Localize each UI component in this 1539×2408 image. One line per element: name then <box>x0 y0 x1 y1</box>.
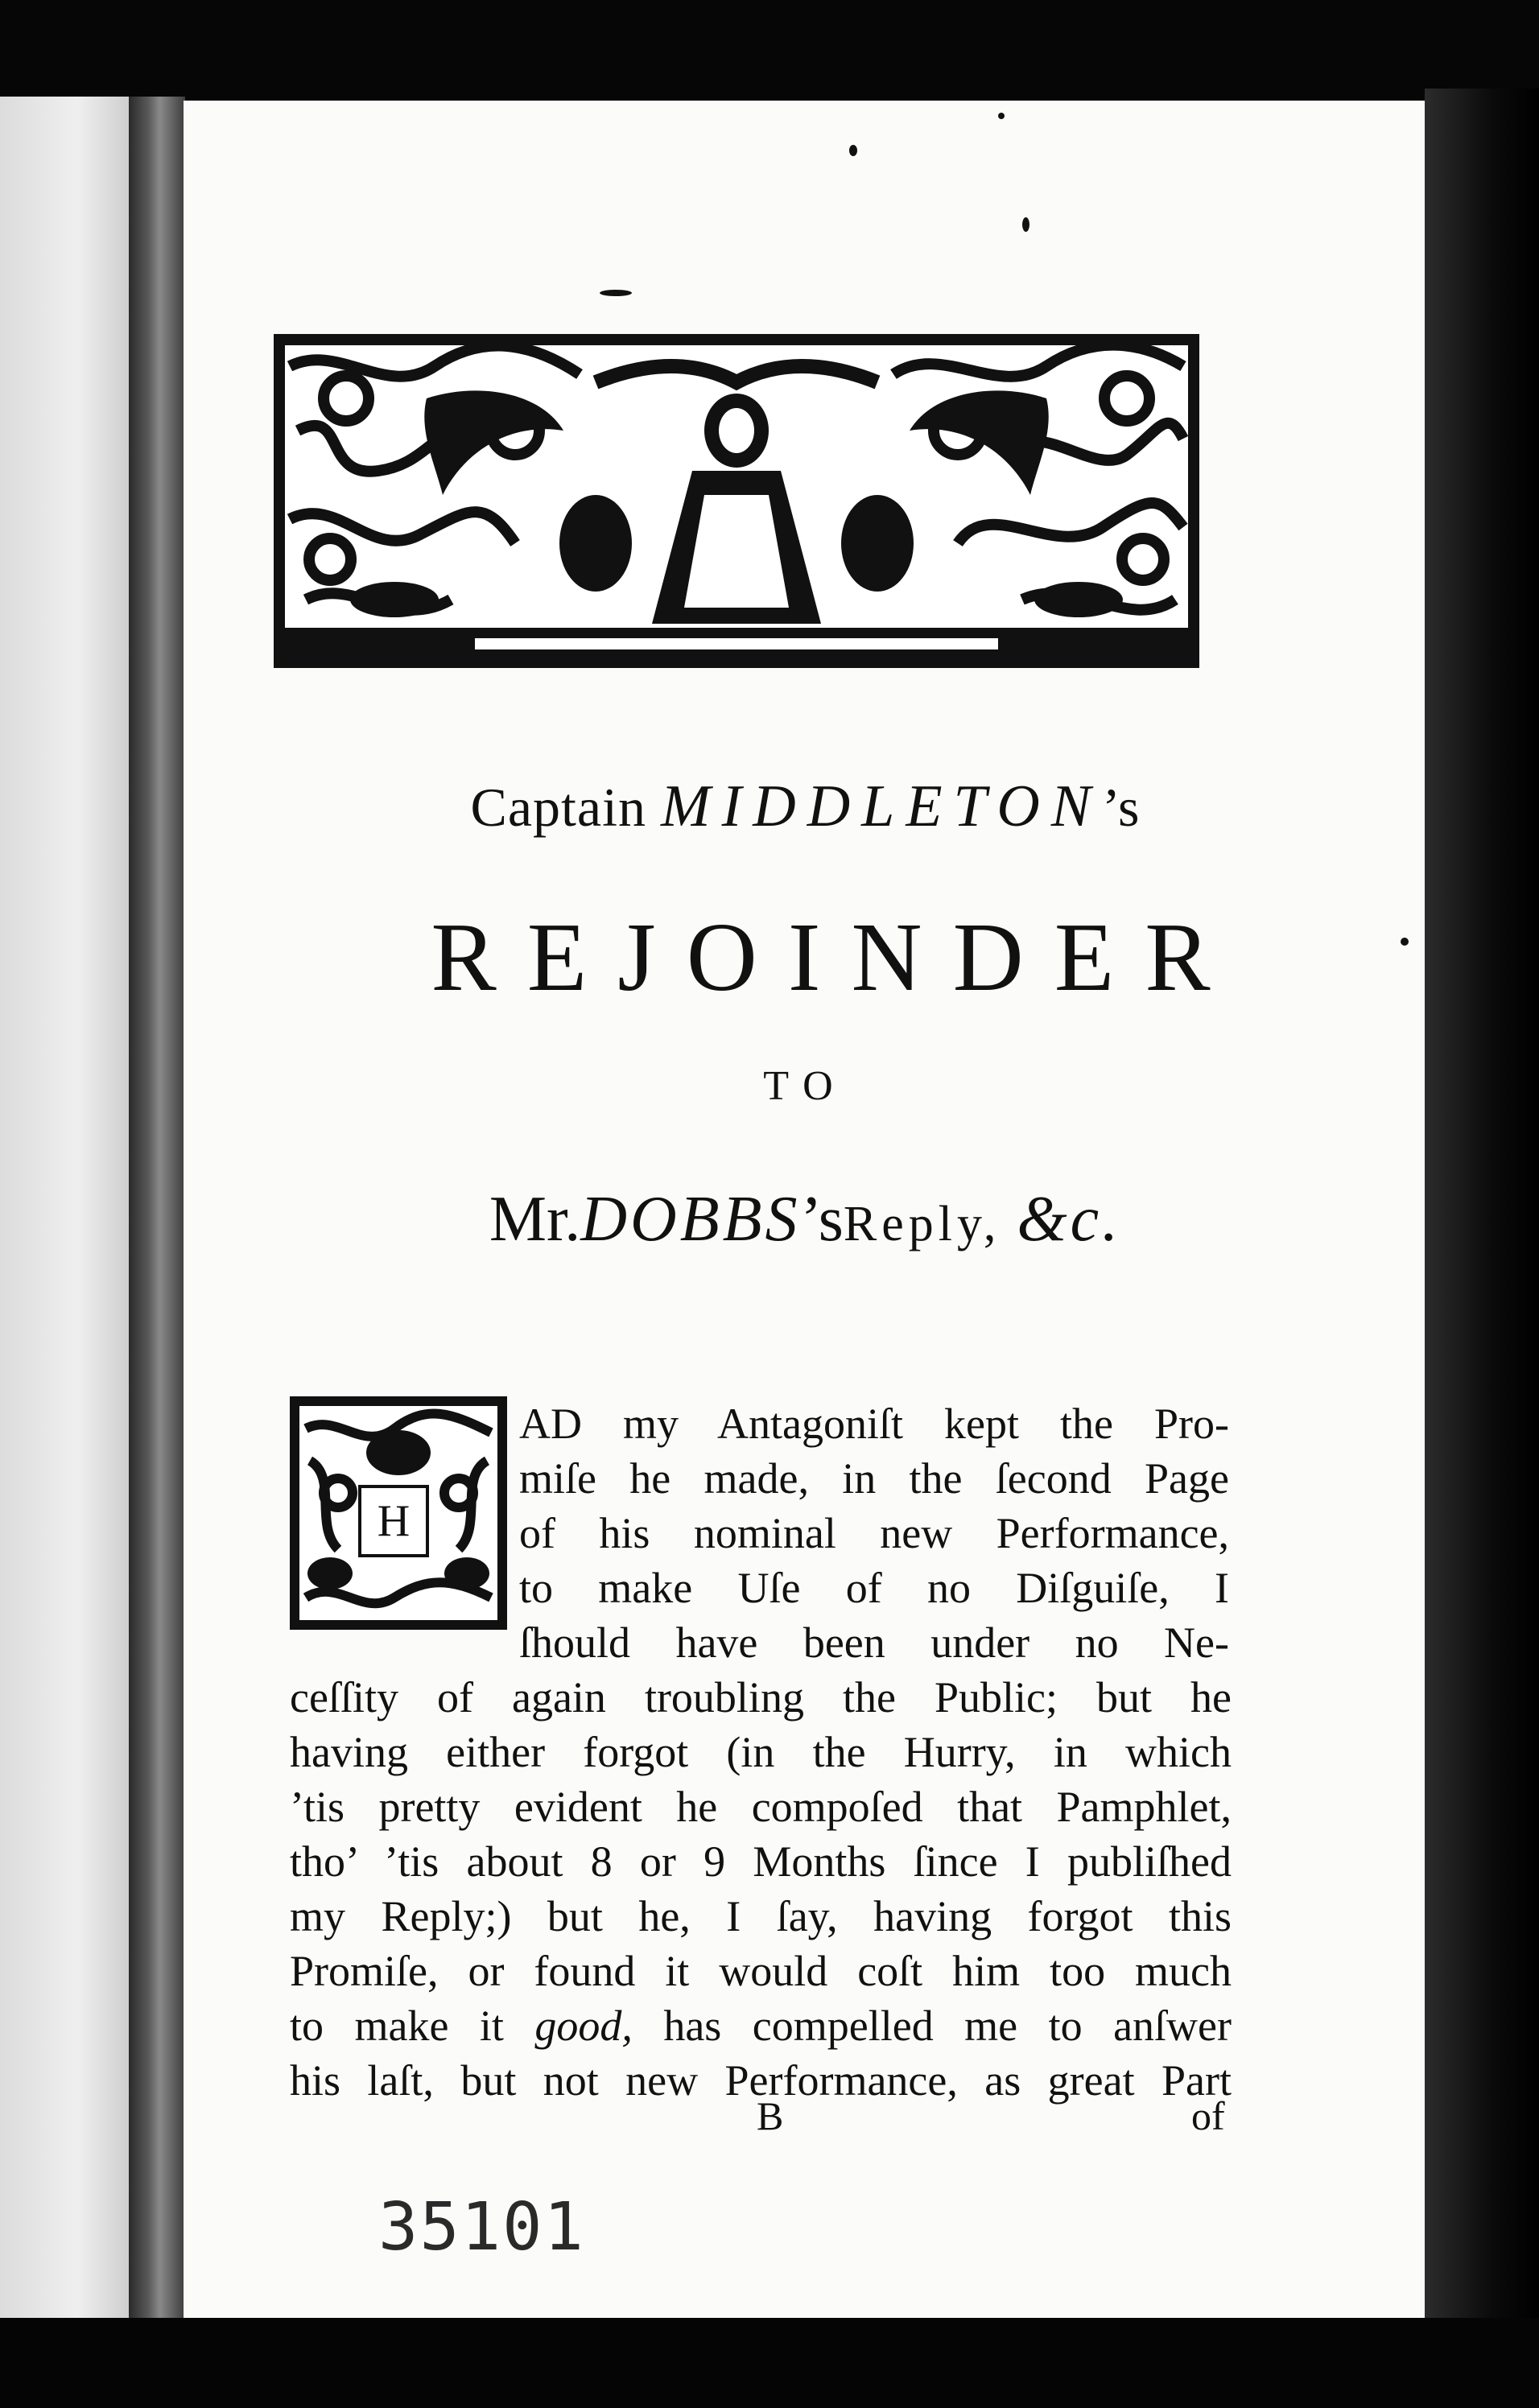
previous-page-edge <box>0 97 129 2326</box>
ink-speck <box>1401 938 1409 946</box>
text-line: miſe he made, in the ſecond Page <box>519 1454 1229 1503</box>
library-stamp-number: 35101 <box>378 2189 585 2266</box>
film-border-right <box>1425 89 1539 2326</box>
catchword: of <box>1191 2093 1225 2138</box>
drop-cap-letter: H <box>358 1485 429 1557</box>
signature-mark: B <box>757 2093 784 2138</box>
text-line: Promiſe, or found it would coſt him too much <box>290 1947 1232 1995</box>
ornamental-headpiece <box>274 334 1199 668</box>
text-line: of his nominal new Performance, <box>519 1509 1229 1557</box>
text-line: to make Uſe of no Diſguiſe, I <box>519 1564 1229 1612</box>
text-line: AD my Antagoniſt kept the Pro- <box>519 1400 1229 1448</box>
ink-speck <box>600 290 632 296</box>
film-border-bottom <box>0 2318 1539 2408</box>
book-gutter <box>129 97 185 2326</box>
text-line: tho’ ’tis about 8 or 9 Months ſince I publiſhed <box>290 1837 1232 1886</box>
title-to: TO <box>763 1063 848 1109</box>
text-line: ceſſity of again troubling the Public; but he <box>290 1673 1232 1721</box>
text-line: ſhould have been under no Ne- <box>519 1618 1229 1667</box>
title-rejoinder: REJOINDER <box>431 903 1241 1012</box>
text-line: ’tis pretty evident he compoſed that Pamphlet, <box>290 1783 1232 1831</box>
text-line: my Reply;) but he, I ſay, having forgot this <box>290 1892 1232 1940</box>
text-line: to make it good, has compelled me to anſwer <box>290 2002 1232 2050</box>
title-dobbs-line: Mr.DOBBS’sReply, &c. <box>489 1184 1122 1255</box>
film-border-top <box>0 0 1539 105</box>
ink-speck <box>849 145 857 156</box>
text-line: his laſt, but not new Performance, as great Part <box>290 2056 1232 2105</box>
title-captain-line: Captain MIDDLETON’s <box>470 773 1141 839</box>
text-line: having either forgot (in the Hurry, in which <box>290 1728 1232 1776</box>
ink-speck <box>998 113 1005 119</box>
ink-speck <box>1022 217 1029 232</box>
